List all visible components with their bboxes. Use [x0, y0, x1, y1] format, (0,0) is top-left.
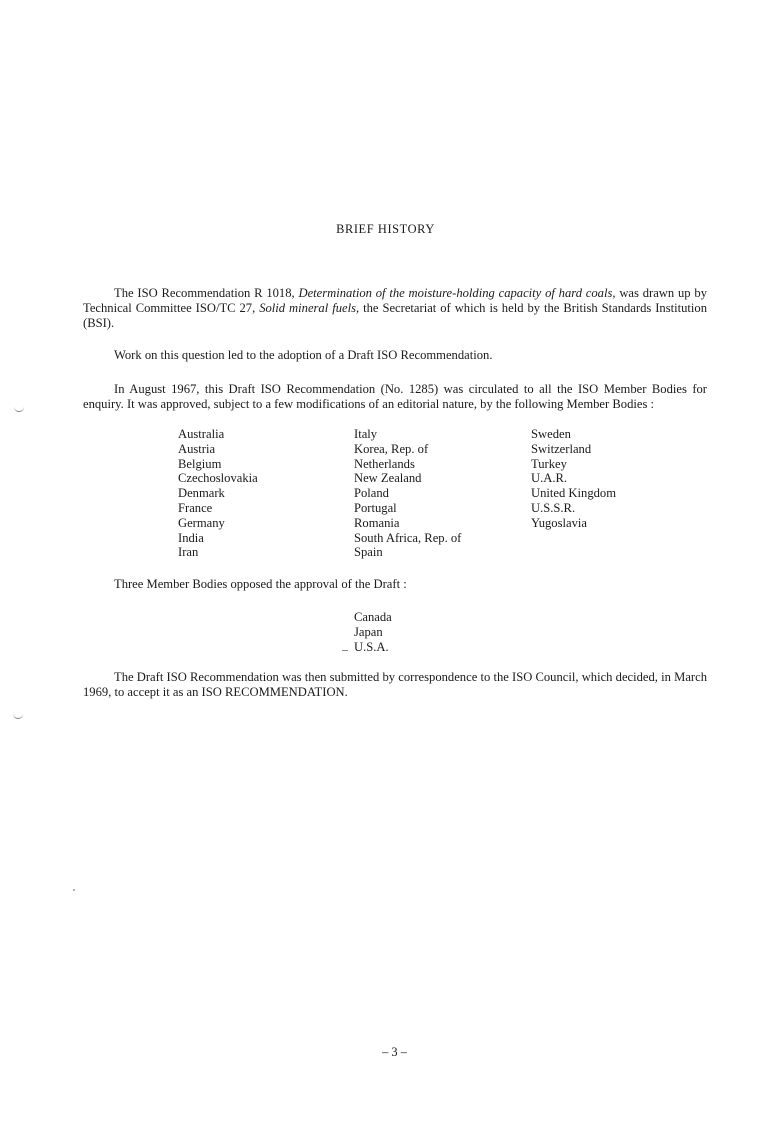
member-body: Switzerland: [531, 441, 592, 456]
page-title: BRIEF HISTORY: [336, 222, 435, 236]
intro-text-3: the Secretariat of which is held by the British Standards Institution (BSI).: [83, 300, 708, 330]
member-body: New Zealand: [354, 471, 422, 486]
scan-mark: [14, 407, 24, 412]
member-body: South Africa, Rep. of: [354, 530, 462, 545]
member-body: United Kingdom: [531, 486, 617, 501]
member-body: Portugal: [354, 500, 397, 515]
adoption-paragraph: Work on this question led to the adoption of a Draft ISO Recommendation.: [114, 348, 493, 362]
opposing-member: Japan: [354, 624, 383, 639]
member-body: U.A.R.: [531, 471, 568, 486]
intro-text-1: The ISO Recommendation R 1018,: [114, 286, 299, 300]
member-body: Austria: [178, 441, 216, 456]
intro-paragraph: [83, 286, 707, 330]
opposing-member: Canada: [354, 610, 392, 624]
opposing-members-list: [354, 610, 392, 654]
council-paragraph: The Draft ISO Recommendation was then submitted by correspondence to the ISO Council, which decided, in March 1969, to accept it as an ISO RECOMMENDATION.: [83, 670, 707, 699]
member-body: Australia: [178, 427, 225, 441]
member-body: Belgium: [178, 456, 222, 471]
member-body: Iran: [178, 545, 199, 560]
enquiry-paragraph: In August 1967, this Draft ISO Recommendation (No. 1285) was circulated to all the ISO Member Bodies for enquiry. It was approved, subject to a few modifications of an editorial nature, by the following Member Bodies :: [83, 382, 707, 411]
page-number: – 3 –: [382, 1045, 407, 1059]
member-body: France: [178, 500, 213, 515]
approving-members-column-3: [531, 427, 616, 531]
scan-mark: [13, 714, 23, 719]
opposition-paragraph: Three Member Bodies opposed the approval of the Draft :: [114, 577, 407, 591]
member-body: Turkey: [531, 456, 567, 471]
scan-speck: [73, 889, 75, 891]
intro-text-2: was drawn up by Technical Committee ISO/TC 27,: [83, 286, 707, 315]
opposing-member: U.S.A.: [354, 639, 389, 654]
member-body: U.S.S.R.: [531, 500, 576, 515]
scan-speck: [342, 650, 348, 651]
member-body: Poland: [354, 486, 389, 501]
committee-name-italic: Solid mineral fuels,: [259, 300, 360, 315]
member-body: Czechoslovakia: [178, 471, 258, 486]
member-body: India: [178, 530, 204, 545]
member-body: Germany: [178, 515, 225, 530]
member-body: Romania: [354, 515, 400, 530]
approving-members-column-2: [354, 427, 461, 560]
member-body: Denmark: [178, 486, 225, 501]
document-title-italic: Determination of the moisture-holding capacity of hard coals,: [298, 286, 616, 300]
member-body: Sweden: [531, 427, 571, 441]
member-body: Netherlands: [354, 456, 415, 471]
approving-members-column-1: [178, 427, 258, 560]
member-body: Korea, Rep. of: [354, 441, 429, 456]
member-body: Italy: [354, 427, 378, 441]
member-body: Spain: [354, 545, 383, 560]
member-body: Yugoslavia: [531, 515, 587, 530]
